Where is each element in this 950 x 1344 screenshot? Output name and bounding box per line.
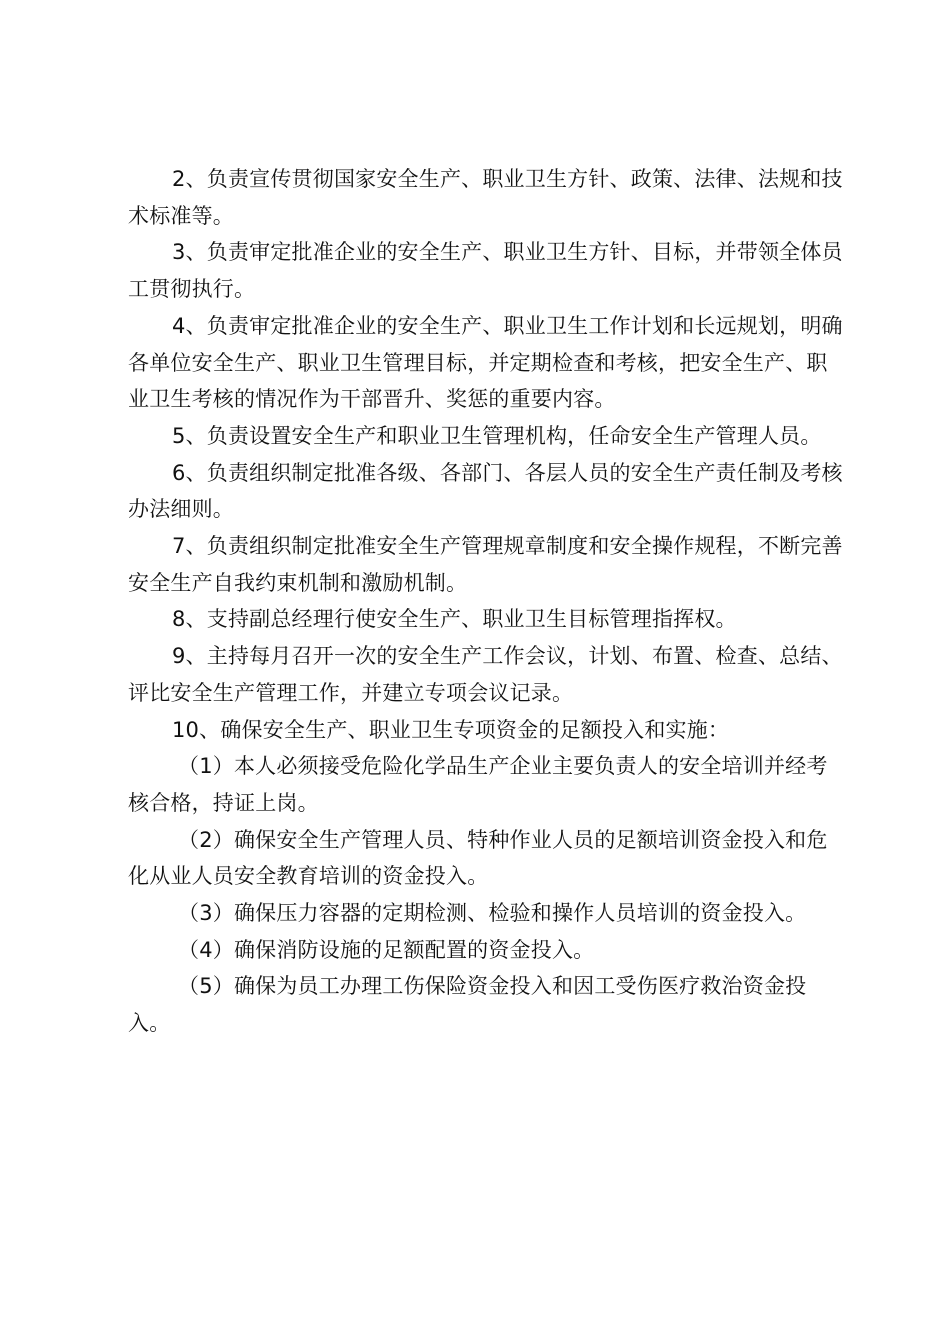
paragraph-item-2: 2、负责宣传贯彻国家安全生产、职业卫生方针、政策、法律、法规和技术标准等。 (128, 167, 843, 228)
paragraph-item-5: 5、负责设置安全生产和职业卫生管理机构，任命安全生产管理人员。 (172, 423, 822, 448)
sub-item-1: （1）本人必须接受危险化学品生产企业主要负责人的安全培训并经考核合格，持证上岗。 (128, 754, 828, 815)
paragraph-item-7: 7、负责组织制定批准安全生产管理规章制度和安全操作规程，不断完善安全生产自我约束机制和激励机制。 (128, 534, 843, 595)
paragraph-item-9: 9、主持每月召开一次的安全生产工作会议，计划、布置、检查、总结、评比安全生产管理工作，并建立专项会议记录。 (128, 644, 843, 705)
paragraph-item-4: 4、负责审定批准企业的安全生产、职业卫生工作计划和长远规划，明确各单位安全生产、职业卫生管理目标，并定期检查和考核，把安全生产、职业卫生考核的情况作为干部晋升、奖惩的重要内容。 (128, 313, 843, 412)
sub-item-2: （2）确保安全生产管理人员、特种作业人员的足额培训资金投入和危化从业人员安全教育培训的资金投入。 (128, 827, 828, 889)
sub-item-5: （5）确保为员工办理工伤保险资金投入和因工受伤医疗救治资金投入。 (128, 974, 807, 1036)
sub-item-4: （4）确保消防设施的足额配置的资金投入。 (178, 937, 595, 962)
paragraph-item-8: 8、支持副总经理行使安全生产、职业卫生目标管理指挥权。 (172, 607, 737, 632)
document-body (128, 161, 848, 1042)
sub-item-3: （3）确保压力容器的定期检测、检验和操作人员培训的资金投入。 (178, 901, 807, 926)
paragraph-item-6: 6、负责组织制定批准各级、各部门、各层人员的安全生产责任制及考核办法细则。 (128, 460, 843, 522)
paragraph-item-3: 3、负责审定批准企业的安全生产、职业卫生方针、目标，并带领全体员工贯彻执行。 (128, 240, 843, 302)
paragraph-item-10: 10、确保安全生产、职业卫生专项资金的足额投入和实施： (172, 717, 730, 742)
